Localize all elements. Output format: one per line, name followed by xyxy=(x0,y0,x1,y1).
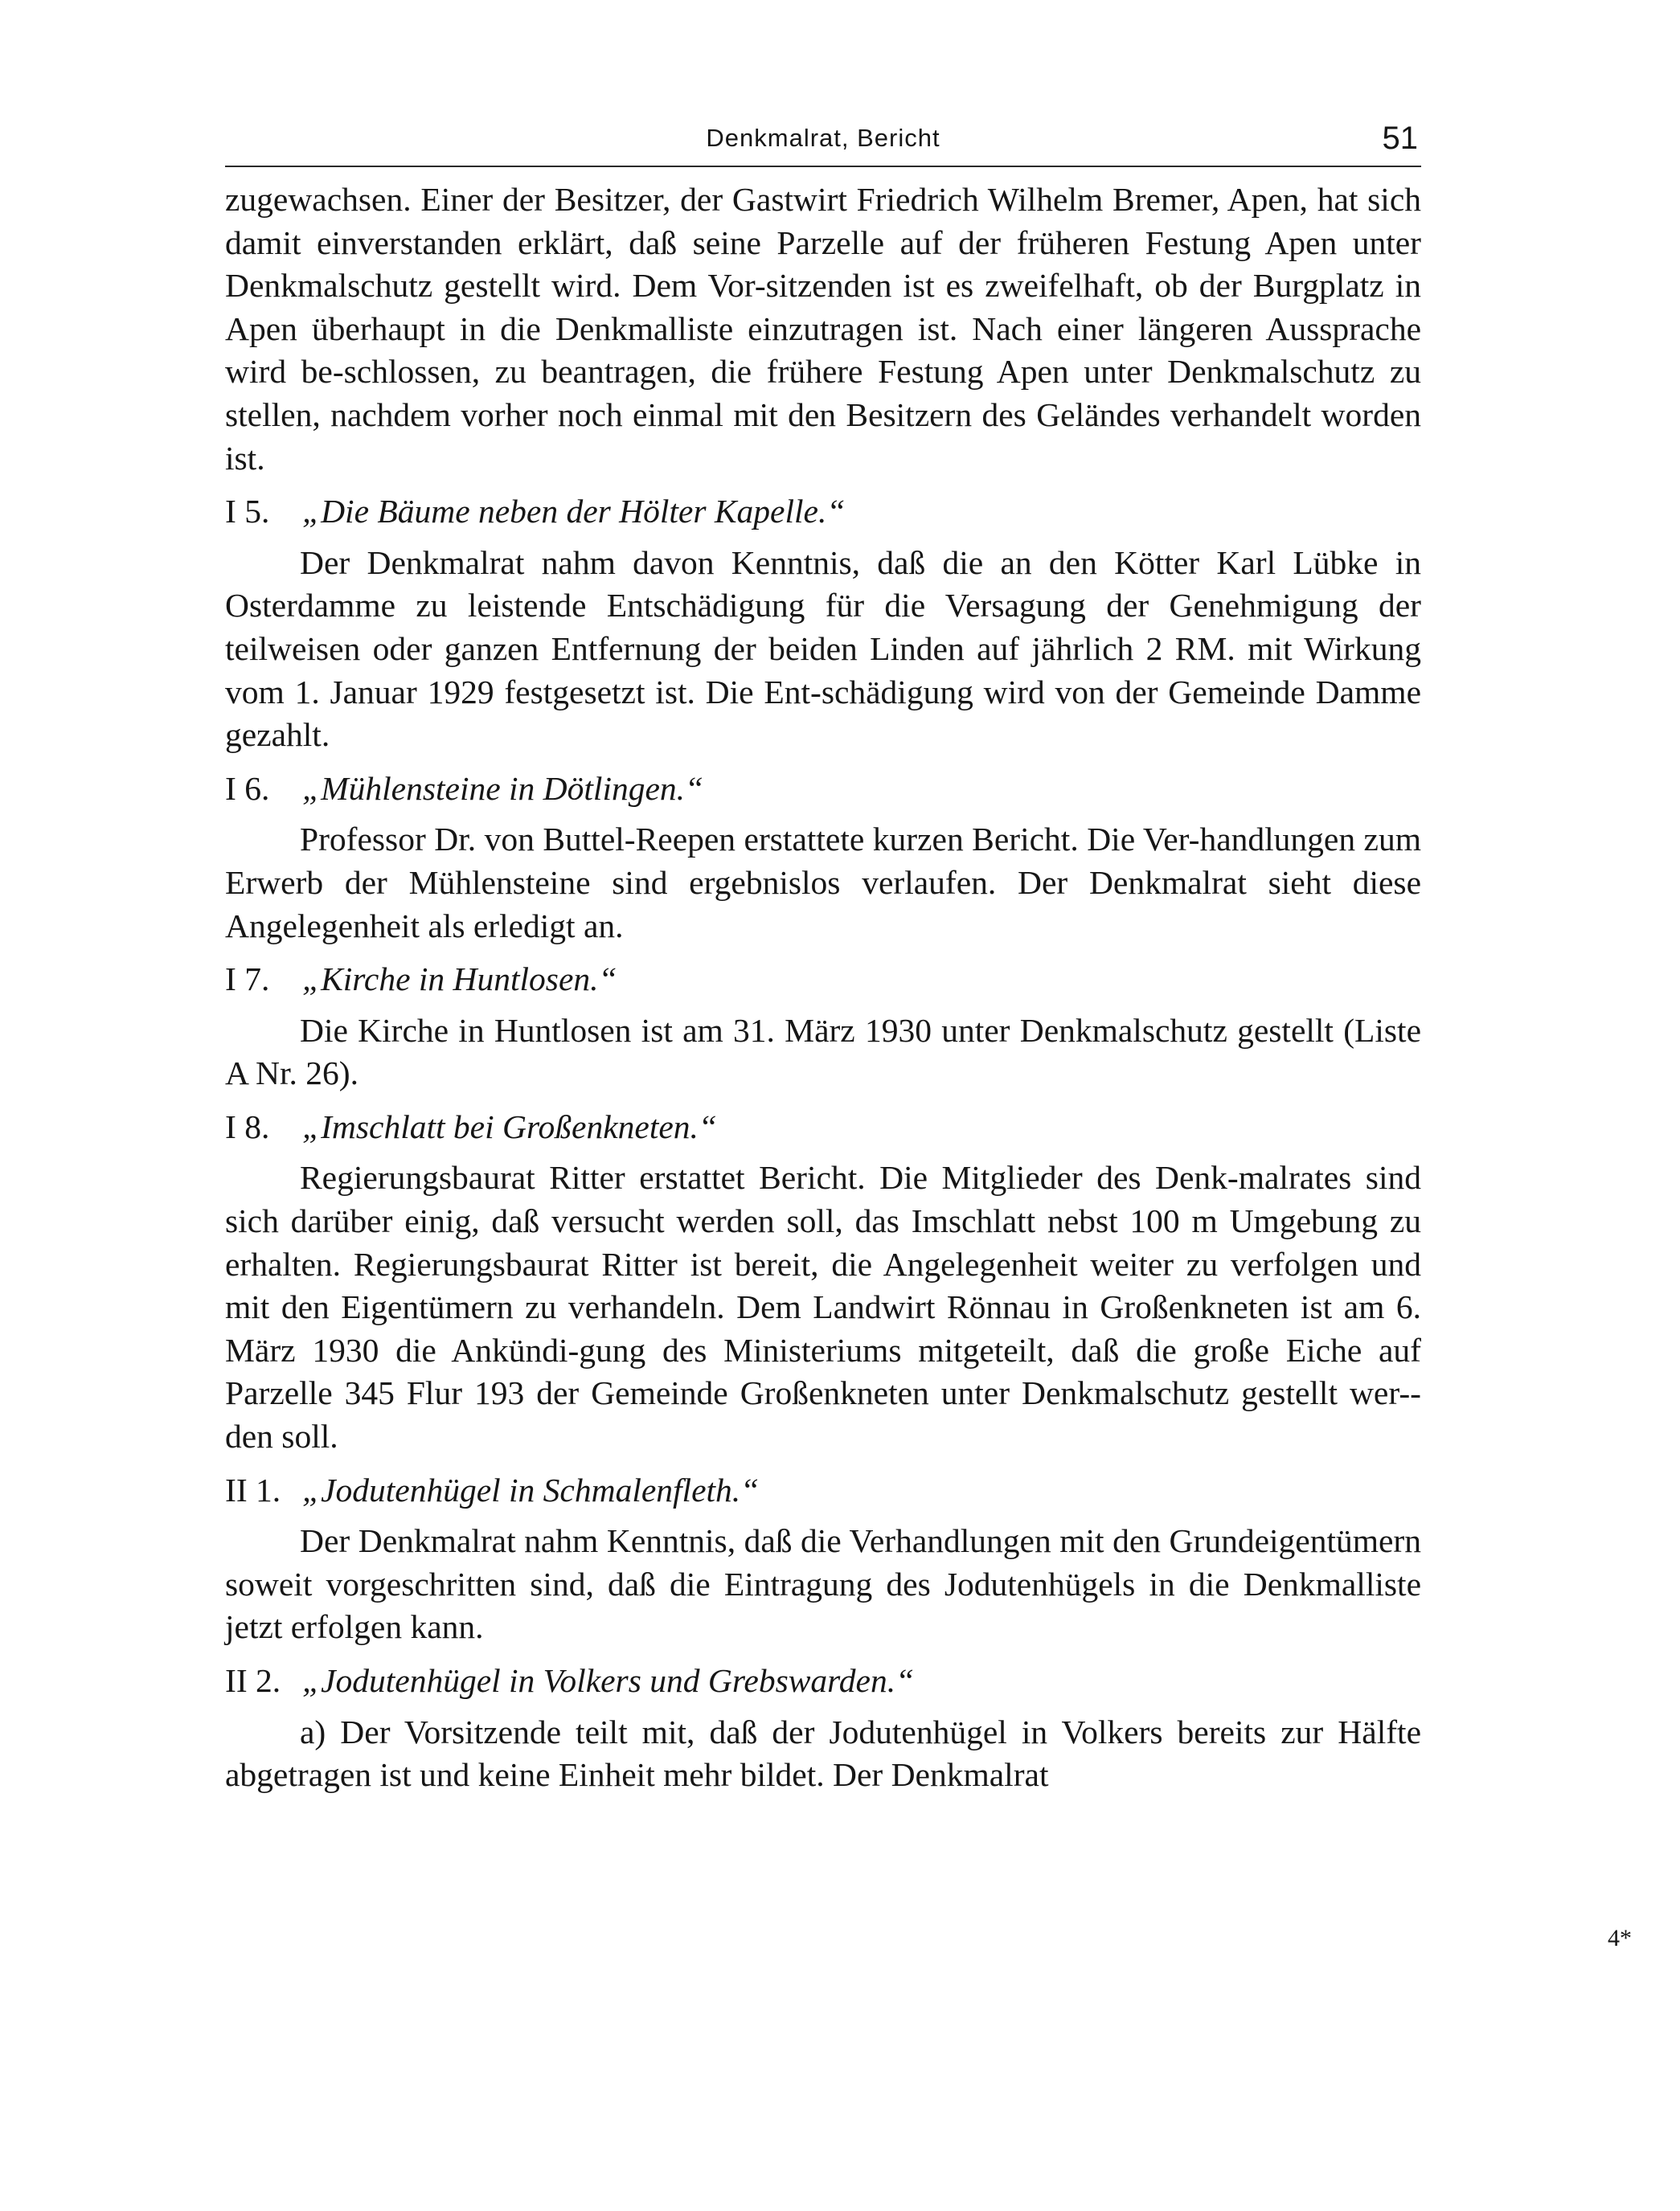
body-text xyxy=(225,178,1421,1797)
section-title: „Die Bäume neben der Hölter Kapelle.“ xyxy=(302,493,846,530)
page-number: 51 xyxy=(1382,121,1418,156)
section-number: II 1. xyxy=(225,1471,281,1509)
section-heading xyxy=(225,490,1421,534)
section-title: „Imschlatt bei Großenkneten.“ xyxy=(302,1108,717,1145)
section-heading xyxy=(225,768,1421,811)
section-title: „Jodutenhügel in Schmalenfleth.“ xyxy=(302,1471,760,1509)
paragraph: Der Denkmalrat nahm davon Kenntnis, daß die an den Kötter Karl Lübke in Osterdamme zu leistende Entschädigung für die Versagung der Genehmigung der teilweisen oder ganzen Entfernung der beiden Linden auf jährlich 2 RM. mit Wirkung vom 1. Januar 1929 festgesetzt ist. Die Ent-schädigung wird von der Gemeinde Damme gezahlt. xyxy=(225,543,1421,754)
section-number: II 2. xyxy=(225,1662,281,1699)
section-title: „Kirche in Huntlosen.“ xyxy=(302,960,617,998)
section-number: I 5. xyxy=(225,493,270,530)
section-heading xyxy=(225,1660,1421,1703)
signature-mark: 4* xyxy=(1608,1925,1632,1951)
running-title: Denkmalrat, Bericht xyxy=(706,124,940,152)
section-title: „Jodutenhügel in Volkers und Grebswarden.“ xyxy=(302,1662,915,1699)
section-title: „Mühlensteine in Dötlingen.“ xyxy=(302,769,704,807)
document-page xyxy=(225,121,1421,1797)
section-number: I 6. xyxy=(225,769,270,807)
section-number: I 7. xyxy=(225,960,270,998)
section-heading xyxy=(225,1106,1421,1149)
section-number: I 8. xyxy=(225,1108,270,1145)
paragraph: a) Der Vorsitzende teilt mit, daß der Jodutenhügel in Volkers bereits zur Hälfte abgetragen ist und keine Einheit mehr bildet. Der Denkmalrat xyxy=(225,1713,1421,1794)
paragraph: Professor Dr. von Buttel-Reepen erstattete kurzen Bericht. Die Ver-handlungen zum Erwerb der Mühlensteine sind ergebnislos verlaufen. Der Denkmalrat sieht diese Angelegenheit als erledigt an. xyxy=(225,821,1421,944)
paragraph: Regierungsbaurat Ritter erstattet Bericht. Die Mitglieder des Denk-malrates sind sich darüber einig, daß versucht werden soll, das Imschlatt nebst 100 m Umgebung zu erhalten. Regierungsbaurat Ritter ist bereit, die Angelegenheit weiter zu verfolgen und mit den Eigentümern zu verhandeln. Dem Landwirt Rönnau in Großenkneten ist am 6. März 1930 die Ankündi-gung des Ministeriums mitgeteilt, daß die große Eiche auf Parzelle 345 Flur 193 der Gemeinde Großenkneten unter Denkmalschutz gestellt wer-den soll. xyxy=(225,1159,1421,1456)
paragraph: zugewachsen. Einer der Besitzer, der Gastwirt Friedrich Wilhelm Bremer, Apen, hat sich damit einverstanden erklärt, daß seine Parzelle auf der früheren Festung Apen unter Denkmalschutz gestellt wird. Dem Vor-sitzenden ist es zweifelhaft, ob der Burgplatz in Apen überhaupt in die Denkmalliste einzutragen ist. Nach einer längeren Aussprache wird be-schlossen, zu beantragen, die frühere Festung Apen unter Denkmalschutz zu stellen, nachdem vorher noch einmal mit den Besitzern des Geländes verhandelt worden ist. xyxy=(225,181,1421,477)
section-heading xyxy=(225,958,1421,1001)
section-heading xyxy=(225,1469,1421,1513)
paragraph: Der Denkmalrat nahm Kenntnis, daß die Verhandlungen mit den Grundeigentümern soweit vorgeschritten sind, daß die Eintragung des Jodutenhügels in die Denkmalliste jetzt erfolgen kann. xyxy=(225,1522,1421,1646)
running-header xyxy=(225,121,1421,167)
paragraph: Die Kirche in Huntlosen ist am 31. März 1930 unter Denkmalschutz gestellt (Liste A Nr. 26). xyxy=(225,1011,1421,1092)
